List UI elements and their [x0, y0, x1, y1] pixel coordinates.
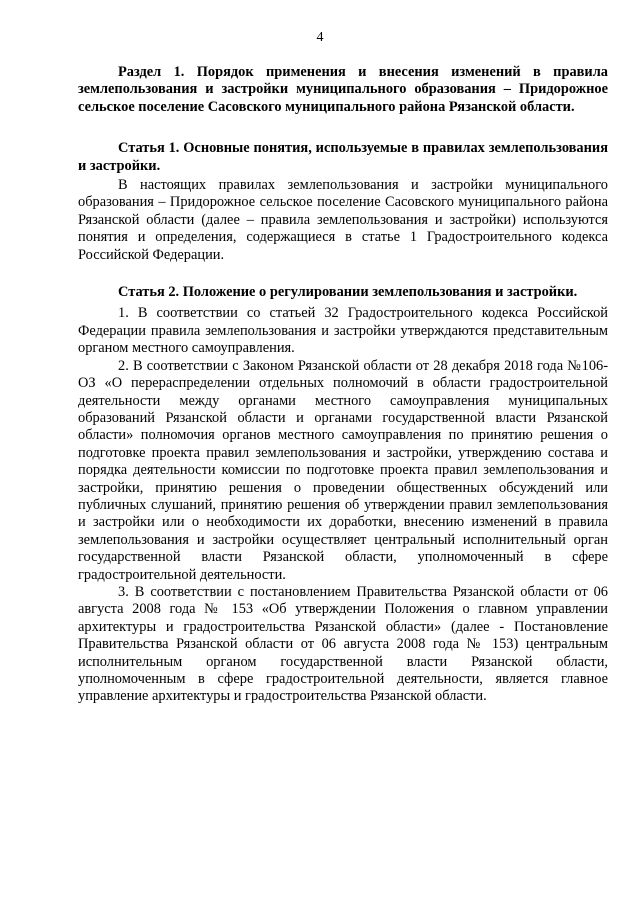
- section-title: Раздел 1. Порядок применения и внесения изменений в правила землепользования и застройки муниципального образования – Придорожное сельское поселение Сасовского муниципального района Рязанской области.: [78, 64, 608, 115]
- article-1-paragraph: В настоящих правилах землепользования и застройки муниципального образования – Придорожное сельское поселение Сасовского муниципального района Рязанской области (далее – правила землепользования и застройки) используются понятия и определения, содержащиеся в статье 1 Градостроительного кодекса Российской Федерации.: [78, 177, 608, 263]
- article-2-title: Статья 2. Положение о регулировании землепользования и застройки.: [118, 284, 578, 301]
- article-2-paragraph-1: 1. В соответствии со статьей 32 Градостроительного кодекса Российской Федерации правила землепользования и застройки утверждаются представительным органом местного самоуправления.: [78, 305, 608, 357]
- article-1-title: Статья 1. Основные понятия, используемые в правилах землепользования и застройки.: [78, 140, 608, 174]
- article-2-paragraph-3: 3. В соответствии с постановлением Правительства Рязанской области от 06 августа 2008 года № 153 «Об утверждении Положения о главном управлении архитектуры и градостроительства Рязанской области» (далее - Постановление Правительства Рязанской области от 06 августа 2008 года № 153) центральным исполнительным органом государственной власти Рязанской области, уполномоченным в сфере градостроительной деятельности, является главное управление архитектуры и градостроительства Рязанской области.: [78, 583, 608, 705]
- section-heading: [78, 64, 608, 116]
- document-body: [78, 64, 608, 706]
- article-1-heading: [78, 140, 608, 175]
- article-2-paragraph-2: 2. В соответствии с Законом Рязанской области от 28 декабря 2018 года №106-ОЗ «О перераспределении отдельных полномочий в области градостроительной деятельности между органами местного самоуправления муниципальных образований Рязанской области и органами государственной власти Рязанской области» полномочия органов местного самоуправления по принятию решения о подготовке проекта правил землепользования и застройки, утверждению состава и порядка деятельности комиссии по подготовке проекта правил землепользования и застройки, принятию решения о проведении общественных обсуждений или публичных слушаний, принятию решения об утверждении правил землепользования и застройки или о необходимости их доработки, внесению изменений в правила землепользования и застройки осуществляет центральный исполнительный орган государственной власти Рязанской области, уполномоченный в сфере градостроительной деятельности.: [78, 357, 608, 583]
- page-number: 4: [316, 30, 324, 45]
- article-2-heading: [78, 284, 608, 301]
